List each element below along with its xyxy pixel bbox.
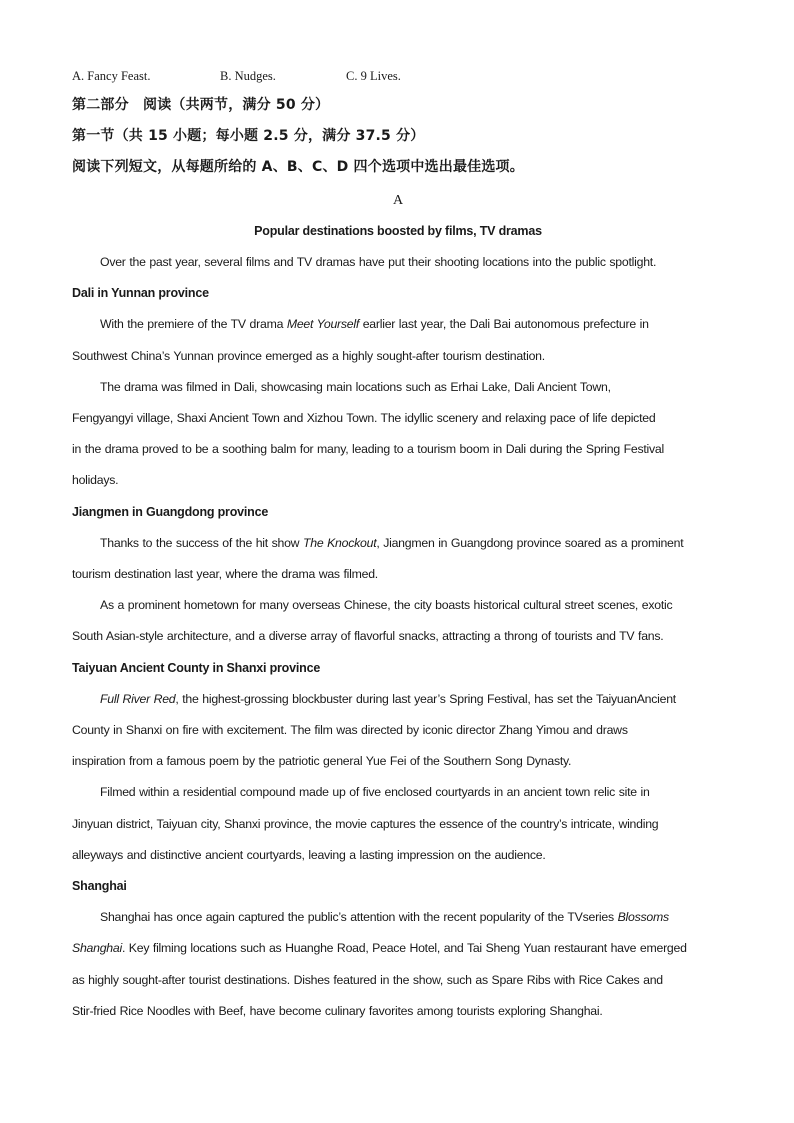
paragraph-line: Southwest China’s Yunnan province emerged as a highly sought-after tourism destination.	[72, 348, 545, 363]
jiangmen-paragraph-2	[72, 590, 724, 652]
section-heading-shanghai: Shanghai	[72, 879, 127, 894]
text-run: Shanghai has once again captured the public’s attention with the recent popularity of the TVseries	[100, 910, 618, 925]
paragraph-line: As a prominent hometown for many overseas Chinese, the city boasts historical cultural street scenes, exotic	[100, 598, 673, 613]
jiangmen-paragraph-1	[72, 528, 724, 590]
text-run: . Key filming locations such as Huanghe Road, Peace Hotel, and Tai Sheng Yuan restaurant have emerged	[121, 941, 687, 956]
article-title: Popular destinations boosted by films, TV dramas	[254, 224, 542, 238]
option-a: A. Fancy Feast.	[72, 69, 151, 83]
text-run: , Jiangmen in Guangdong province soared as a prominent	[376, 535, 684, 550]
paragraph-line	[72, 902, 724, 933]
paragraph-line: in the drama proved to be a soothing balm for many, leading to a tourism boom in Dali during the Spring Festival	[72, 442, 664, 457]
shanghai-paragraph-1	[72, 902, 724, 1027]
paragraph-line: alleyways and distinctive ancient courtyards, leaving a lasting impression on the audience.	[72, 847, 546, 862]
series-title: Blossoms	[617, 910, 669, 925]
option-b: B. Nudges.	[220, 69, 276, 83]
passage-letter: A	[392, 193, 404, 208]
film-title: Full River Red	[100, 691, 176, 706]
instructions: 阅读下列短文，从每题所给的 A、B、C、D 四个选项中选出最佳选项。	[72, 159, 524, 175]
taiyuan-paragraph-2	[72, 777, 724, 871]
paragraph-line: Filmed within a residential compound made up of five enclosed courtyards in an ancient town relic site in	[100, 785, 650, 800]
text-run: , the highest-grossing blockbuster during last year’s Spring Festival, has set the TaiyuanAncient	[175, 691, 676, 706]
paragraph-line	[72, 309, 724, 340]
exam-page	[72, 62, 724, 1027]
text-run: earlier last year, the Dali Bai autonomous prefecture in	[359, 317, 649, 332]
paragraph-line: tourism destination last year, where the drama was filmed.	[72, 567, 378, 581]
paragraph-line: South Asian-style architecture, and a diverse array of flavorful snacks, attracting a throng of tourists and TV fans.	[72, 629, 664, 644]
paragraph-line: inspiration from a famous poem by the patriotic general Yue Fei of the Southern Song Dynasty.	[72, 754, 572, 769]
intro-paragraph	[72, 247, 724, 278]
paragraph-line: Jinyuan district, Taiyuan city, Shanxi province, the movie captures the essence of the country’s intricate, winding	[72, 816, 659, 831]
answer-options-row	[72, 62, 724, 90]
paragraph-line	[72, 684, 724, 715]
part-heading: 第二部分 阅读（共两节，满分 50 分）	[72, 97, 330, 113]
paragraph-line: County in Shanxi on fire with excitement. The film was directed by iconic director Zhang Yimou and draws	[72, 723, 628, 737]
section-heading-dali: Dali in Yunnan province	[72, 286, 209, 301]
section-heading-jiangmen: Jiangmen in Guangdong province	[72, 504, 269, 519]
section-heading-taiyuan: Taiyuan Ancient County in Shanxi province	[72, 660, 321, 675]
dali-paragraph-1	[72, 309, 724, 371]
drama-title: Meet Yourself	[286, 317, 360, 332]
text-run: With the premiere of the TV drama	[100, 317, 287, 332]
taiyuan-paragraph-1	[72, 684, 724, 778]
paragraph-line: Fengyangyi village, Shaxi Ancient Town and Xizhou Town. The idyllic scenery and relaxing pace of life depicted	[72, 411, 656, 425]
paragraph-line: Stir-fried Rice Noodles with Beef, have become culinary favorites among tourists exploring Shanghai.	[72, 1003, 603, 1018]
show-title: The Knockout	[302, 535, 377, 550]
series-title: Shanghai	[72, 941, 122, 956]
text-run: Thanks to the success of the hit show	[100, 535, 303, 550]
paragraph-line	[72, 528, 724, 559]
paragraph-line	[72, 933, 724, 964]
paragraph-line: holidays.	[72, 473, 119, 488]
option-c: C. 9 Lives.	[346, 69, 401, 83]
section-heading: 第一节（共 15 小题；每小题 2.5 分，满分 37.5 分）	[72, 128, 425, 144]
dali-paragraph-2	[72, 372, 724, 497]
intro-line: Over the past year, several films and TV dramas have put their shooting locations into the public spotlight.	[100, 255, 657, 269]
paragraph-line: as highly sought-after tourist destinations. Dishes featured in the show, such as Spare Ribs with Rice Cakes and	[72, 972, 663, 987]
paragraph-line: The drama was filmed in Dali, showcasing main locations such as Erhai Lake, Dali Ancient Town,	[100, 379, 611, 394]
